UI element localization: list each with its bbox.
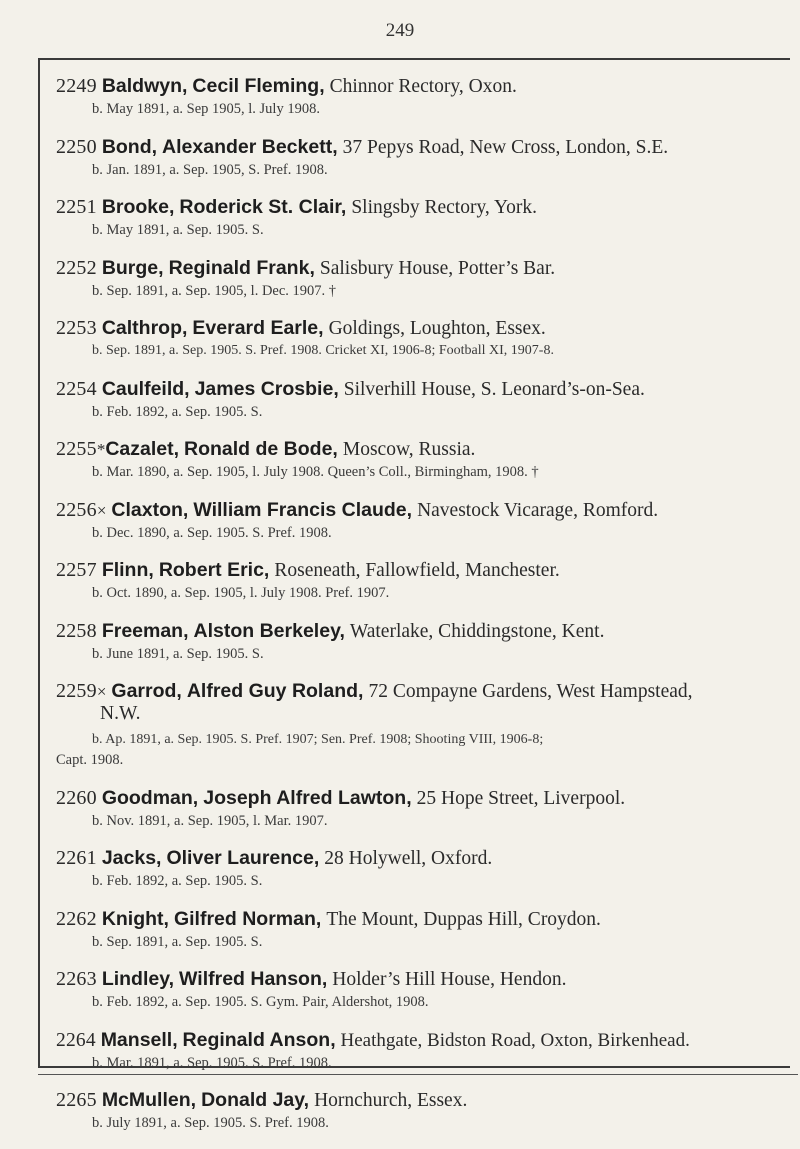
- entry-address: Roseneath, Fallowfield, Manchester.: [274, 560, 560, 581]
- entry-surname: Mansell,: [100, 1028, 178, 1051]
- register-entry: [56, 316, 796, 361]
- entry-given-names: Alston Berkeley,: [193, 619, 345, 642]
- entry-surname: Lindley,: [101, 968, 175, 990]
- register-entries: [56, 74, 796, 1149]
- entry-surname: Cazalet,: [105, 438, 180, 460]
- register-entry: [56, 377, 796, 422]
- entry-detail: b. Sep. 1891, a. Sep. 1905, l. Dec. 1907. †: [92, 282, 337, 299]
- register-entry: [56, 846, 796, 891]
- entry-detail-continued: Capt. 1908.: [56, 752, 124, 768]
- entry-address: Hornchurch, Essex.: [314, 1090, 468, 1111]
- entry-surname: Knight,: [101, 907, 169, 930]
- entry-surname: Goodman,: [101, 786, 199, 809]
- entry-given-names: Alexander Beckett,: [162, 135, 338, 158]
- entry-given-names: Reginald Anson,: [182, 1028, 336, 1051]
- entry-surname: McMullen,: [101, 1089, 197, 1111]
- entry-detail: b. Feb. 1892, a. Sep. 1905. S.: [92, 403, 263, 420]
- entry-address: Silverhill House, S. Leonard’s-on-Sea.: [343, 378, 645, 400]
- entry-number: 2250: [56, 135, 97, 158]
- entry-surname: Brooke,: [101, 196, 175, 218]
- entry-detail: b. Feb. 1892, a. Sep. 1905. S. Gym. Pair, Aldershot, 1908.: [92, 994, 429, 1010]
- entry-detail: b. Ap. 1891, a. Sep. 1905. S. Pref. 1907; Sen. Pref. 1908; Shooting VIII, 1906-8;: [92, 732, 544, 747]
- entry-given-names: Wilfred Hanson,: [179, 968, 328, 990]
- entry-surname: Baldwyn,: [101, 75, 188, 97]
- register-entry: [56, 195, 796, 240]
- entry-surname: Calthrop,: [101, 317, 188, 339]
- entry-number: 2262: [56, 907, 97, 930]
- register-entry: [56, 256, 796, 301]
- entry-number: 2253: [56, 317, 97, 339]
- entry-mark: ×: [96, 500, 107, 520]
- entry-number: 2255: [56, 438, 97, 460]
- entry-address: The Mount, Duppas Hill, Croydon.: [326, 908, 601, 930]
- entry-address: 28 Holywell, Oxford.: [324, 848, 493, 869]
- entry-number: 2257: [56, 559, 97, 581]
- entry-surname: Claxton,: [111, 498, 189, 521]
- entry-number: 2259: [56, 680, 97, 702]
- entry-given-names: Roderick St. Clair,: [179, 196, 347, 218]
- entry-address: Slingsby Rectory, York.: [351, 197, 537, 218]
- register-entry: [56, 786, 796, 831]
- entry-address: Heathgate, Bidston Road, Oxton, Birkenhead.: [340, 1029, 690, 1051]
- entry-given-names: Reginald Frank,: [168, 256, 315, 279]
- entry-number: 2252: [56, 256, 97, 279]
- entry-address: Salisbury House, Potter’s Bar.: [319, 257, 556, 279]
- entry-detail: b. Feb. 1892, a. Sep. 1905. S.: [92, 873, 263, 889]
- entry-address: Goldings, Loughton, Essex.: [328, 318, 546, 339]
- entry-number: 2261: [56, 847, 97, 869]
- register-entry: [56, 74, 796, 119]
- entry-number: 2251: [56, 196, 97, 218]
- entry-address: 72 Compayne Gardens, West Hampstead,: [368, 681, 693, 702]
- entry-surname: Jacks,: [101, 847, 162, 869]
- entry-given-names: William Francis Claude,: [193, 498, 413, 521]
- register-entry: [56, 1088, 796, 1133]
- entry-number: 2254: [56, 377, 97, 400]
- entry-surname: Flinn,: [101, 559, 154, 581]
- entry-surname: Caulfeild,: [101, 377, 190, 400]
- entry-address: Navestock Vicarage, Romford.: [417, 499, 659, 521]
- entry-surname: Freeman,: [101, 619, 189, 642]
- entry-given-names: Ronald de Bode,: [184, 438, 338, 460]
- entry-given-names: Everard Earle,: [192, 317, 324, 339]
- register-entry: [56, 498, 796, 543]
- register-entry: [56, 135, 796, 180]
- register-entry: [56, 907, 796, 952]
- entry-mark: *: [96, 440, 106, 459]
- entry-detail: b. Sep. 1891, a. Sep. 1905. S.: [92, 933, 263, 950]
- entry-detail: b. May 1891, a. Sep 1905, l. July 1908.: [92, 101, 320, 117]
- entry-surname: Burge,: [101, 256, 164, 279]
- entry-given-names: Robert Eric,: [158, 559, 270, 581]
- entry-given-names: Oliver Laurence,: [166, 847, 320, 869]
- entry-address: Moscow, Russia.: [342, 439, 476, 460]
- entry-detail: b. Mar. 1891, a. Sep. 1905. S. Pref. 1908.: [92, 1054, 332, 1071]
- entry-number: 2260: [56, 786, 97, 809]
- entry-given-names: Gilfred Norman,: [173, 907, 322, 930]
- entry-mark: ×: [96, 682, 107, 701]
- entry-number: 2256: [56, 498, 97, 521]
- entry-address: Chinnor Rectory, Oxon.: [329, 76, 517, 97]
- entry-detail: b. Oct. 1890, a. Sep. 1905, l. July 1908. Pref. 1907.: [92, 585, 390, 601]
- page-number: 249: [385, 20, 415, 41]
- entry-address: 25 Hope Street, Liverpool.: [416, 787, 626, 809]
- entry-number: 2249: [56, 75, 97, 97]
- entry-detail: b. Dec. 1890, a. Sep. 1905. S. Pref. 1908.: [92, 524, 332, 541]
- entry-address: 37 Pepys Road, New Cross, London, S.E.: [342, 136, 669, 158]
- register-entry: [56, 558, 796, 603]
- entry-address-continued: N.W.: [100, 703, 141, 724]
- entry-detail: b. Sep. 1891, a. Sep. 1905. S. Pref. 1908. Cricket XI, 1906-8; Football XI, 1907-8.: [92, 343, 554, 358]
- entry-surname: Garrod,: [111, 680, 182, 702]
- entry-detail: b. Jan. 1891, a. Sep. 1905, S. Pref. 1908.: [92, 161, 328, 178]
- entry-detail: b. Nov. 1891, a. Sep. 1905, l. Mar. 1907.: [92, 812, 328, 829]
- register-entry: [56, 1028, 796, 1073]
- register-entry: [56, 619, 796, 664]
- entry-detail: b. May 1891, a. Sep. 1905. S.: [92, 222, 264, 238]
- entry-given-names: James Crosbie,: [194, 377, 339, 400]
- entry-number: 2258: [56, 619, 97, 642]
- entry-address: Holder’s Hill House, Hendon.: [332, 969, 567, 990]
- entry-given-names: Donald Jay,: [201, 1089, 310, 1111]
- entry-detail: b. Mar. 1890, a. Sep. 1905, l. July 1908. Queen’s Coll., Birmingham, 1908. †: [92, 464, 539, 480]
- register-entry: [56, 967, 796, 1012]
- entry-given-names: Cecil Fleming,: [192, 75, 325, 97]
- entry-given-names: Alfred Guy Roland,: [186, 680, 364, 702]
- entry-address: Waterlake, Chiddingstone, Kent.: [349, 620, 605, 642]
- register-entry: [56, 679, 796, 770]
- entry-surname: Bond,: [101, 135, 158, 158]
- entry-number: 2263: [56, 968, 97, 990]
- register-entry: [56, 437, 796, 482]
- entry-detail: b. June 1891, a. Sep. 1905. S.: [92, 645, 264, 662]
- entry-number: 2265: [56, 1089, 97, 1111]
- entry-number: 2264: [56, 1029, 96, 1051]
- entry-detail: b. July 1891, a. Sep. 1905. S. Pref. 1908.: [92, 1115, 329, 1131]
- entry-given-names: Joseph Alfred Lawton,: [203, 786, 412, 809]
